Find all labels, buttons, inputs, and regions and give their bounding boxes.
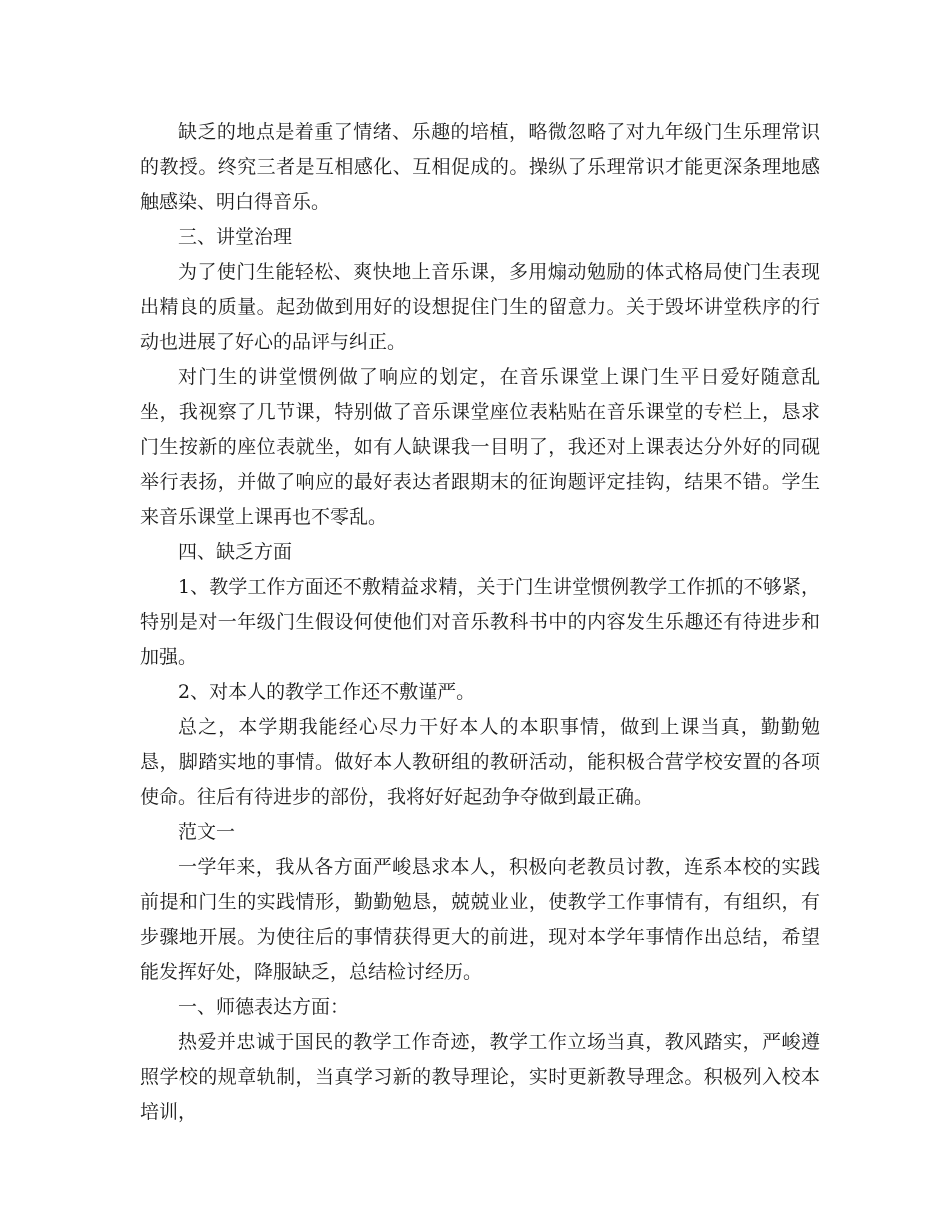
paragraph-analysis: 缺乏的地点是着重了情绪、乐趣的培植，略微忽略了对九年级门生乐理常识的教授。终究三者是互相感化、互相促成的。操纵了乐理常识才能更深条理地感触感染、明白得音乐。 — [140, 121, 820, 213]
section-heading-ethics: 一、师德表达方面： — [178, 996, 350, 1018]
section-heading-classroom-management: 三、讲堂治理 — [178, 226, 293, 248]
document-body — [140, 115, 820, 1130]
paragraph-conclusion: 总之，本学期我能经心尽力干好本人的本职事情，做到上课当真，勤勤勉恳，脚踏实地的事情。做好本人教研组的教研活动，能积极合营学校安置的各项使命。往后有待进步的部份，我将好好起劲争夺做到最正确。 — [140, 716, 820, 808]
paragraph-seating-rules: 对门生的讲堂惯例做了响应的划定，在音乐课堂上课门生平日爱好随意乱坐，我视察了几节课，特别做了音乐课堂座位表粘贴在音乐课堂的专栏上，恳求门生按新的座位表就坐，如有人缺课我一目明了，我还对上课表达分外好的同砚举行表扬，并做了响应的最好表达者跟期末的征询题评定挂钩，结果不错。学生来音乐课堂上课再也不零乱。 — [140, 366, 820, 528]
paragraph-motivation: 为了使门生能轻松、爽快地上音乐课，多用煽动勉励的体式格局使门生表现出精良的质量。起劲做到用好的设想捉住门生的留意力。关于毁坏讲堂秩序的行动也进展了好心的品评与纠正。 — [140, 261, 820, 353]
paragraph-shortcoming-1: 1、教学工作方面还不敷精益求精，关于门生讲堂惯例教学工作抓的不够紧，特别是对一年级门生假设何使他们对音乐教科书中的内容发生乐趣还有待进步和加强。 — [140, 576, 820, 668]
paragraph-year-overview: 一学年来，我从各方面严峻恳求本人，积极向老教员讨教，连系本校的实践前提和门生的实践情形，勤勤勉恳，兢兢业业，使教学工作事情有，有组织，有步骤地开展。为使往后的事情获得更大的前进，现对本学年事情作出总结，希望能发挥好处，降服缺乏，总结检讨经历。 — [140, 856, 820, 983]
section-heading-shortcomings: 四、缺乏方面 — [178, 541, 293, 563]
section-heading-sample-one: 范文一 — [178, 821, 236, 843]
paragraph-ethics: 热爱并忠诚于国民的教学工作奇迹，教学工作立场当真，教风踏实，严峻遵照学校的规章轨制，当真学习新的教导理论，实时更新教导理念。积极列入校本培训， — [140, 1031, 820, 1123]
paragraph-shortcoming-2: 2、对本人的教学工作还不敷谨严。 — [178, 681, 476, 703]
